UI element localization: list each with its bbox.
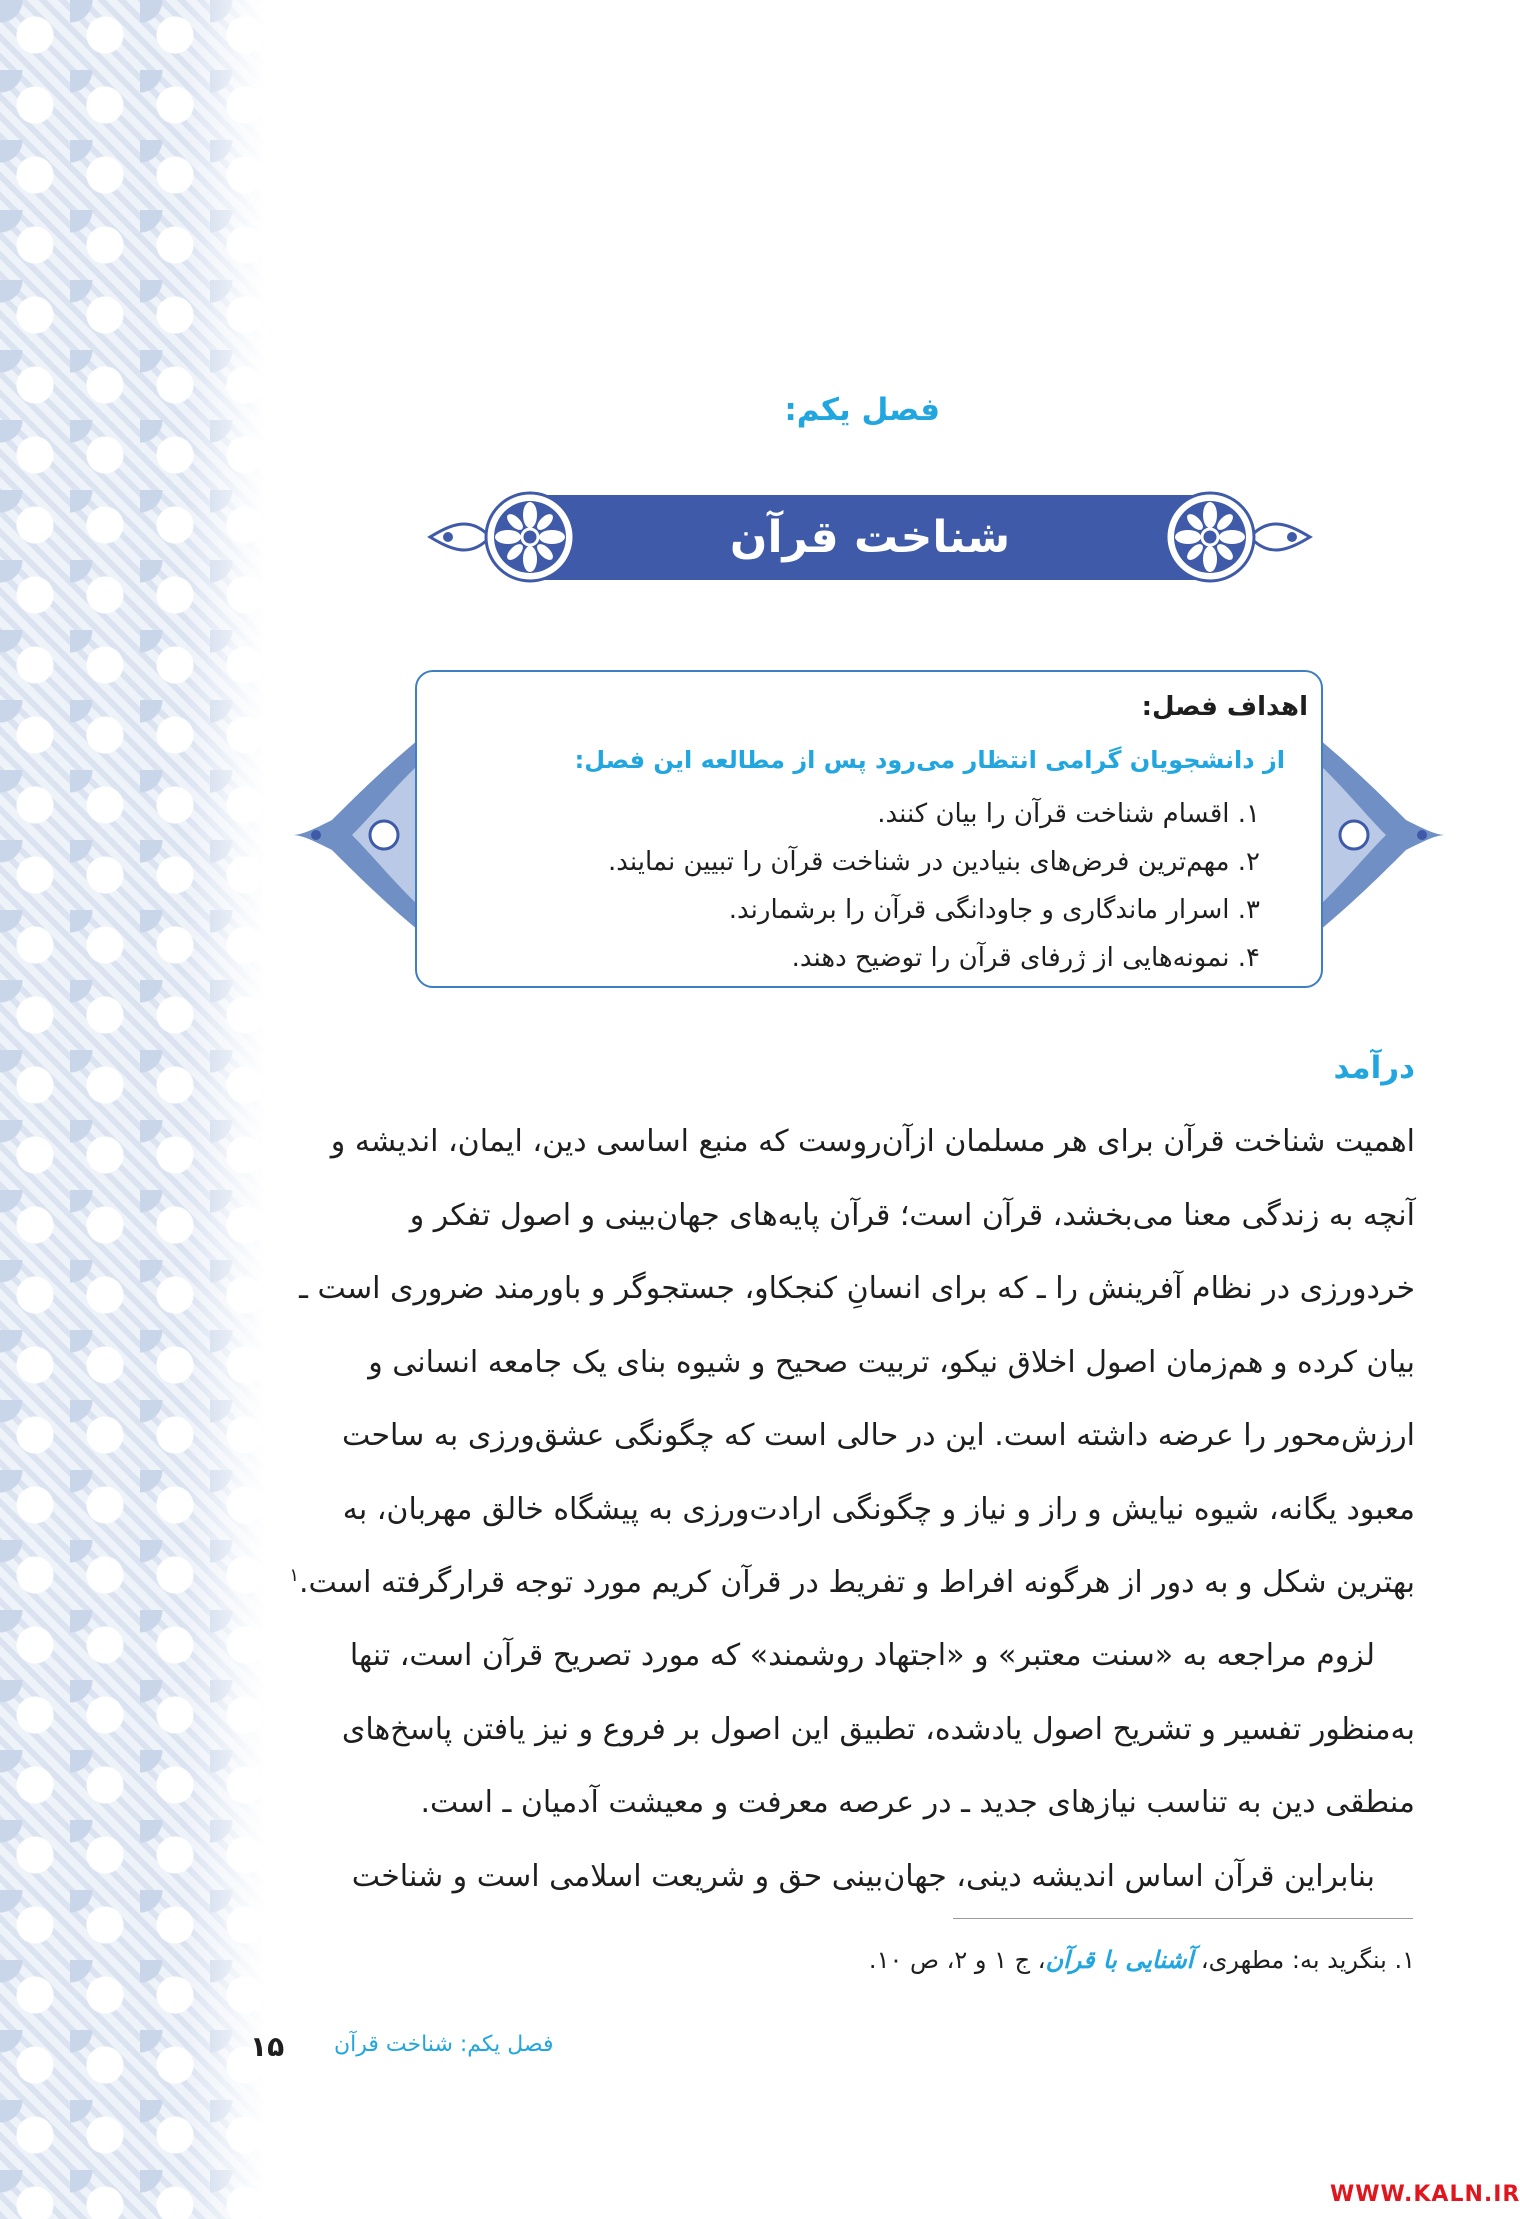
footnote-divider bbox=[953, 1918, 1413, 1919]
decorative-pattern-strip bbox=[0, 0, 265, 2219]
site-watermark: WWW.KALN.IR bbox=[1330, 2182, 1520, 2207]
body-line: ارزش‌محور را عرضه داشته است. این در حالی است که چگونگی عشق‌ورزی به ساحت bbox=[342, 1418, 1415, 1453]
body-line: لزوم مراجعه به «سنت معتبر» و «اجتهاد روشمند» که مورد تصریح قرآن است، تنها bbox=[349, 1638, 1375, 1673]
goals-box-right-ornament-icon bbox=[1320, 740, 1446, 930]
body-line bbox=[289, 1546, 1415, 1620]
goals-intro: از دانشجویان گرامی انتظار می‌رود پس از مطالعه این فصل: bbox=[574, 746, 1285, 774]
footnote-prefix: ۱. بنگرید به: مطهری، bbox=[1193, 1946, 1415, 1974]
body-line: بیان کرده و هم‌زمان اصول اخلاق نیکو، تربیت صحیح و شیوه بنای یک جامعه انسانی و bbox=[368, 1344, 1415, 1380]
goal-item: ۲. مهم‌ترین فرض‌های بنیادین در شناخت قرآن را تبیین نمایند. bbox=[608, 847, 1260, 877]
body-line: اهمیت شناخت قرآن برای هر مسلمان ازآن‌روست که منبع اساسی دین، ایمان، اندیشه و bbox=[330, 1124, 1415, 1159]
body-line: خردورزی در نظام آفرینش را ـ که برای انسانِ کنجکاو، جستجوگر و باورمند ضروری است ـ bbox=[299, 1271, 1415, 1306]
body-line: معبود یگانه، شیوه نیایش و راز و نیاز و چگونگی ارادت‌ورزی به پیشگاه خالق مهربان، به bbox=[342, 1491, 1415, 1527]
body-paragraph-1 bbox=[289, 1105, 1415, 1620]
goals-list bbox=[560, 790, 1260, 982]
body-line-text: بهترین شکل و به دور از هرگونه افراط و تفریط در قرآن کریم مورد توجه قرارگرفته است. bbox=[299, 1565, 1415, 1600]
body-paragraph-2 bbox=[330, 1619, 1415, 1840]
goal-item: ۴. نمونه‌هایی از ژرفای قرآن را توضیح دهند. bbox=[791, 943, 1260, 973]
body-line: به‌منظور تفسیر و تشریح اصول یادشده، تطبیق این اصول بر فروع و نیز یافتن پاسخ‌های bbox=[341, 1711, 1415, 1747]
footnote bbox=[700, 1946, 1415, 1974]
running-header: فصل یکم: شناخت قرآن bbox=[334, 2032, 554, 2057]
page-number: ۱۵ bbox=[250, 2030, 285, 2063]
goals-box-left-ornament-icon bbox=[292, 740, 418, 930]
body-line: آنچه به زندگی معنا می‌بخشد، قرآن است؛ قرآن پایه‌های جهان‌بینی و اصول تفکر و bbox=[409, 1197, 1415, 1233]
footnote-book-title: آشنایی با قرآن bbox=[1045, 1946, 1194, 1974]
goal-item: ۱. اقسام شناخت قرآن را بیان کنند. bbox=[877, 799, 1260, 829]
footnote-marker[interactable]: ۱ bbox=[289, 1565, 300, 1586]
footnote-suffix: ، ج ۱ و ۲، ص ۱۰. bbox=[868, 1946, 1046, 1974]
body-line: منطقی دین به تناسب نیازهای جدید ـ در عرصه معرفت و معیشت آدمیان ـ است. bbox=[420, 1785, 1415, 1820]
body-line: بنابراین قرآن اساس اندیشه دینی، جهان‌بینی حق و شریعت اسلامی است و شناخت bbox=[351, 1859, 1375, 1894]
section-heading-introduction: درآمد bbox=[1333, 1050, 1415, 1086]
goal-item: ۳. اسرار ماندگاری و جاودانگی قرآن را برشمارند. bbox=[728, 895, 1260, 925]
body-paragraph-3 bbox=[330, 1840, 1415, 1914]
chapter-label: فصل یکم: bbox=[784, 392, 940, 428]
goals-heading: اهداف فصل: bbox=[1141, 692, 1308, 722]
chapter-title-banner bbox=[430, 485, 1310, 590]
chapter-title: شناخت قرآن bbox=[729, 512, 1011, 563]
